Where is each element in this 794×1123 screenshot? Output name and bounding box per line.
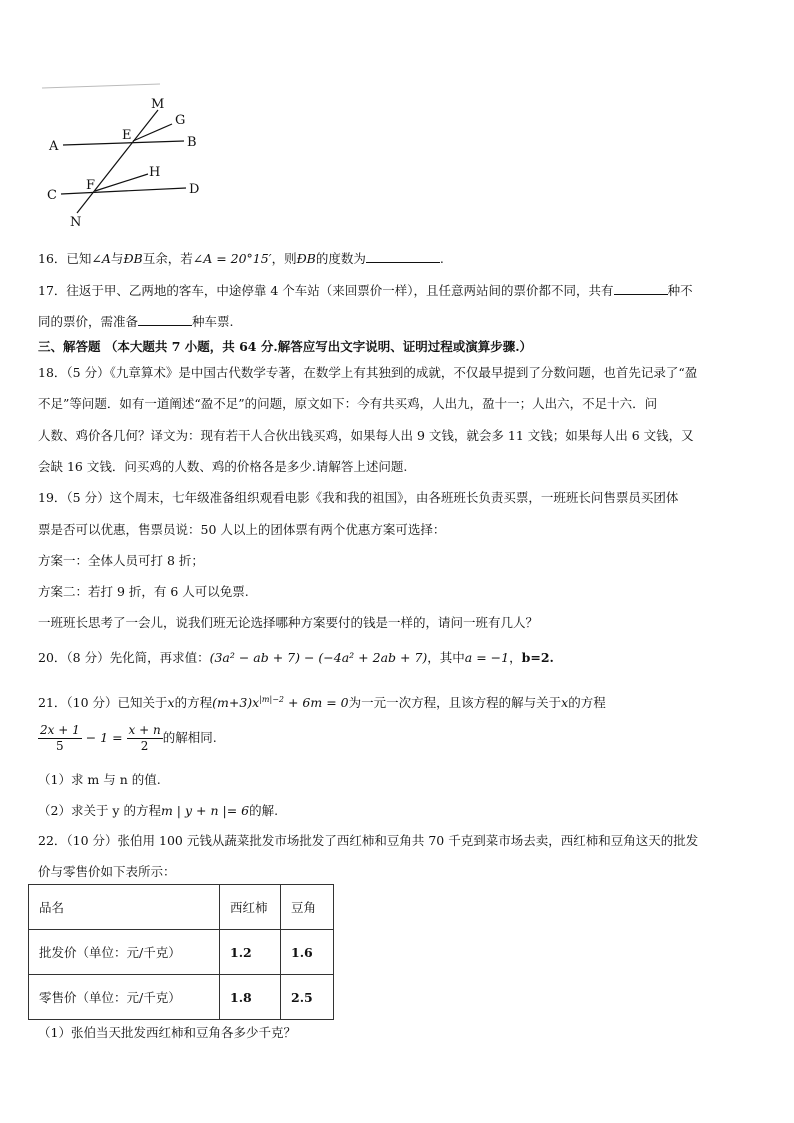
question-21-sub-2: （2）求关于 y 的方程m | y + n |= 6的解.	[38, 803, 279, 818]
answer-blank[interactable]	[614, 282, 668, 295]
table-row	[29, 930, 334, 975]
line-MN	[77, 110, 161, 213]
ray-FH	[95, 174, 148, 191]
price-table	[28, 884, 334, 1020]
label-A: A	[49, 139, 59, 154]
question-22-line: 22．（10 分）张伯用 100 元钱从蔬菜批发市场批发了西红柿和豆角共 70 千克到菜市场去卖，西红柿和豆角这天的批发	[38, 833, 699, 848]
question-21-sub-1: （1）求 m 与 n 的值.	[38, 772, 161, 787]
question-21-line-1: 21．（10 分）已知关于x的方程$(m+3)x^{|m|-2} + 6m = 0$为一元一次方程，且该方程的解与关于x的方程	[38, 695, 606, 711]
scan-mark	[42, 84, 160, 88]
answer-blank[interactable]	[138, 313, 192, 326]
question-18-line: 人数、鸡价各几何？译文为：现有若干人合伙出钱买鸡，如果每人出 9 文钱，就会多 11 文钱；如果每人出 6 文钱，又	[38, 428, 694, 443]
label-C: C	[47, 188, 57, 203]
table-cell: 1.2	[220, 930, 281, 975]
question-18-line: 18．（5 分）《九章算术》是中国古代数学专著，在数学上有其独到的成就，不仅最早提到了分数问题，也首先记录了“盈	[38, 365, 698, 380]
fraction: $\frac{x + n}{2}$	[128, 723, 161, 753]
table-cell: 零售价（单位：元/千克）	[29, 975, 220, 1020]
label-F: F	[86, 178, 96, 193]
label-D: D	[189, 182, 200, 197]
table-cell: 品名	[29, 885, 220, 930]
question-22-sub-1: （1）张伯当天批发西红柿和豆角各多少千克？	[38, 1025, 296, 1040]
question-18-line: 会缺 16 文钱．问买鸡的人数、鸡的价格各是多少.请解答上述问题.	[38, 459, 408, 474]
question-20: 20．（8 分）先化简，再求值：(3a² − ab + 7) − (−4a² + 2ab + 7)，其中a = −1，b=2.	[38, 650, 554, 665]
question-18-line: 不足”等问题．如有一道阐述“盈不足”的问题，原文如下：今有共买鸡，人出九，盈十一；人出六，不足十六．问	[38, 396, 658, 411]
question-22-line: 价与零售价如下表所示：	[38, 864, 176, 879]
label-N: N	[70, 215, 82, 230]
section-heading: 三、解答题 （本大题共 7 小题，共 64 分.解答应写出文字说明、证明过程或演算步骤.）	[38, 339, 533, 354]
question-19-line: 方案一：全体人员可打 8 折；	[38, 553, 204, 568]
ray-EG	[133, 124, 172, 141]
answer-blank[interactable]	[366, 250, 440, 263]
question-21-line-2: $\frac{2x + 1}{5}$ − 1 = $\frac{x + n}{2}$ 的解相同.	[40, 723, 217, 753]
label-H: H	[149, 165, 161, 180]
table-cell: 批发价（单位：元/千克）	[29, 930, 220, 975]
question-17-line-1: 17．往返于甲、乙两地的客车，中途停靠 4 个车站（来回票价一样），且任意两站间的票价都不同，共有 种不	[38, 283, 693, 298]
line-CD	[61, 188, 186, 194]
fraction: $\frac{2x + 1}{5}$	[40, 723, 80, 753]
question-19-line: 一班班长思考了一会儿，说我们班无论选择哪种方案要付的钱是一样的，请问一班有几人？	[38, 615, 539, 630]
label-M: M	[151, 97, 165, 112]
geometry-figure	[0, 0, 794, 240]
label-E: E	[122, 128, 132, 143]
table-cell: 1.6	[281, 930, 334, 975]
table-cell: 西红柿	[220, 885, 281, 930]
question-19-line: 19．（5 分）这个周末，七年级准备组织观看电影《我和我的祖国》，由各班班长负责买票，一班班长问售票员买团体	[38, 490, 679, 505]
question-16: 16．已知∠A与ÐB互余，若∠A = 20°15′，则ÐB的度数为 .	[38, 251, 444, 266]
label-G: G	[175, 113, 186, 128]
table-cell: 2.5	[281, 975, 334, 1020]
label-B: B	[187, 135, 197, 150]
table-cell: 豆角	[281, 885, 334, 930]
question-19-line: 方案二：若打 9 折，有 6 人可以免票.	[38, 584, 249, 599]
question-19-line: 票是否可以优惠，售票员说：50 人以上的团体票有两个优惠方案可选择：	[38, 522, 446, 537]
table-row	[29, 975, 334, 1020]
question-17-line-2: 同的票价，需准备 种车票.	[38, 314, 234, 329]
table-cell: 1.8	[220, 975, 281, 1020]
table-header-row	[29, 885, 334, 930]
